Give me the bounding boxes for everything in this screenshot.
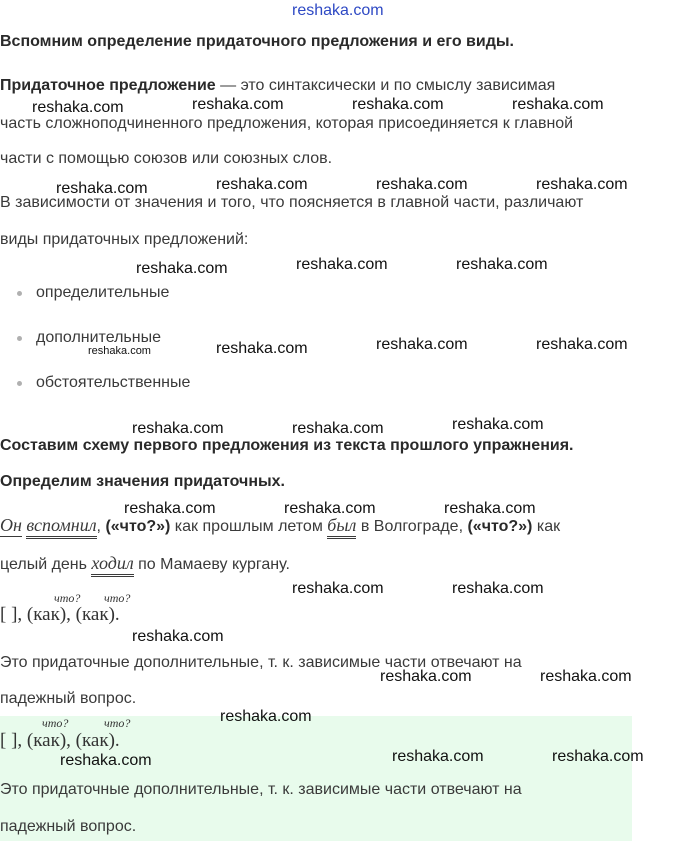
watermark: reshaka.com <box>444 500 536 517</box>
bullet-icon <box>17 336 22 341</box>
sentence-text: как прошлым летом <box>170 518 328 535</box>
sentence-text: целый день <box>0 556 92 573</box>
question-1: («что?») <box>105 518 171 535</box>
watermark: reshaka.com <box>32 99 124 116</box>
watermark: reshaka.com <box>136 260 228 277</box>
bullet-icon <box>17 381 22 386</box>
watermark: reshaka.com <box>536 336 628 353</box>
watermark: reshaka.com <box>292 580 384 597</box>
subject: Он <box>0 515 22 535</box>
sentence-text: , <box>96 518 106 535</box>
definition-line-1 <box>0 77 555 95</box>
watermark: reshaka.com <box>216 340 308 357</box>
watermark: reshaka.com <box>88 345 151 357</box>
answer-conclusion-line-2: падежный вопрос. <box>0 818 137 835</box>
watermark: reshaka.com <box>56 180 148 197</box>
types-intro-line-1: В зависимости от значения и того, что поясняется в главной части, различают <box>0 194 584 211</box>
watermark: reshaka.com <box>296 256 388 273</box>
scheme-question-2: что? <box>104 591 131 605</box>
watermark: reshaka.com <box>216 176 308 193</box>
watermark: reshaka.com <box>124 500 216 517</box>
watermark: reshaka.com <box>536 176 628 193</box>
example-sentence-line-1 <box>0 515 560 536</box>
watermark: reshaka.com <box>220 708 312 725</box>
predicate-3: ходил <box>91 553 133 577</box>
conclusion-line-1: Это придаточные дополнительные, т. к. зависимые части отвечают на <box>0 654 522 671</box>
watermark: reshaka.com <box>540 668 632 685</box>
watermark: reshaka.com <box>284 500 376 517</box>
watermark: reshaka.com <box>380 668 472 685</box>
sentence-text: по Мамаеву кургану. <box>133 556 290 573</box>
sentence-text: как <box>532 518 561 535</box>
watermark: reshaka.com <box>292 420 384 437</box>
watermark: reshaka.com <box>192 96 284 113</box>
conclusion-line-2: падежный вопрос. <box>0 690 137 707</box>
scheme-question-1: что? <box>54 591 81 605</box>
types-intro-line-2: виды придаточных предложений: <box>0 231 249 248</box>
heading-meanings: Определим значения придаточных. <box>0 473 285 490</box>
answer-scheme-question-2: что? <box>104 716 131 730</box>
predicate-1: вспомнил <box>26 515 96 539</box>
definition-term: Придаточное предложение <box>0 77 216 94</box>
watermark: reshaka.com <box>392 748 484 765</box>
answer-scheme-question-1: что? <box>42 716 69 730</box>
watermark: reshaka.com <box>132 420 224 437</box>
watermark: reshaka.com <box>132 628 224 645</box>
watermark: reshaka.com <box>552 748 644 765</box>
watermark: reshaka.com <box>452 580 544 597</box>
definition-line-2: часть сложноподчиненного предложения, которая присоединяется к главной <box>0 115 574 132</box>
definition-line-3: части с помощью союзов или союзных слов. <box>0 150 333 167</box>
type-item-attributive: определительные <box>36 284 170 301</box>
watermark: reshaka.com <box>352 96 444 113</box>
watermark: reshaka.com <box>512 96 604 113</box>
watermark: reshaka.com <box>376 336 468 353</box>
sentence-text: в Волгограде, <box>356 518 468 535</box>
example-sentence-line-2 <box>0 553 290 574</box>
watermark: reshaka.com <box>452 416 544 433</box>
question-2: («что?») <box>467 518 533 535</box>
answer-sentence-scheme: [ ], (как), (как). <box>0 730 120 751</box>
bullet-icon <box>17 291 22 296</box>
definition-line-1-rest: — это синтаксически и по смыслу зависимая <box>215 77 556 94</box>
predicate-2: был <box>327 515 356 539</box>
type-item-adverbial: обстоятельственные <box>36 374 191 391</box>
watermark: reshaka.com <box>60 752 152 769</box>
watermark: reshaka.com <box>456 256 548 273</box>
heading-scheme: Составим схему первого предложения из текста прошлого упражнения. <box>0 437 574 454</box>
answer-conclusion-line-1: Это придаточные дополнительные, т. к. зависимые части отвечают на <box>0 781 522 798</box>
site-watermark-top: reshaka.com <box>292 2 384 19</box>
sentence-scheme: [ ], (как), (как). <box>0 604 120 625</box>
heading-recall: Вспомним определение придаточного предложения и его виды. <box>0 33 514 50</box>
type-item-object: дополнительные <box>36 329 161 346</box>
watermark: reshaka.com <box>376 176 468 193</box>
